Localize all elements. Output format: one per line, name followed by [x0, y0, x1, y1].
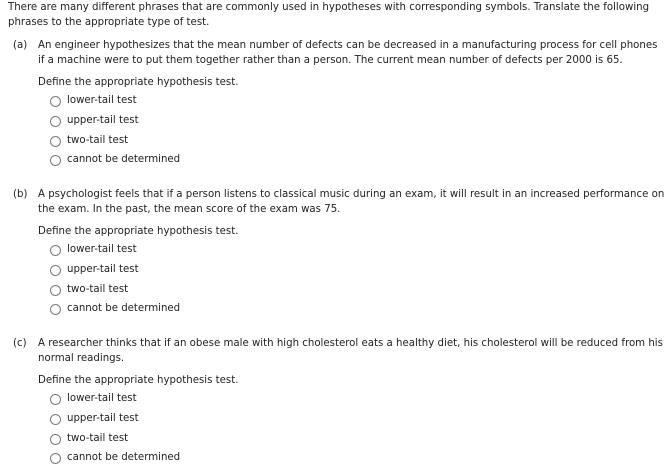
option-c-lower-tail[interactable]	[50, 391, 137, 407]
option-c-cannot-be-determined[interactable]	[50, 450, 180, 466]
question-b-letter: (b)	[13, 189, 28, 200]
question-b-text: A psychologist feels that if a person listens to classical music during an exam, it will result in an increased performance on the exam. In the past, the mean score of the exam was 75.	[38, 189, 665, 215]
radio-button[interactable]	[50, 155, 61, 166]
radio-button[interactable]	[50, 245, 61, 256]
radio-button[interactable]	[50, 414, 61, 425]
question-a-letter: (a)	[13, 40, 28, 51]
option-label: cannot be determined	[67, 303, 181, 314]
option-label: cannot be determined	[67, 452, 181, 463]
option-b-upper-tail[interactable]	[50, 262, 139, 278]
option-a-upper-tail[interactable]	[50, 113, 139, 129]
option-b-cannot-be-determined[interactable]	[50, 301, 180, 317]
question-b-prompt: Define the appropriate hypothesis test.	[38, 226, 239, 237]
option-label: upper-tail test	[67, 264, 139, 275]
radio-button[interactable]	[50, 394, 61, 405]
option-label: upper-tail test	[67, 115, 139, 126]
radio-button[interactable]	[50, 136, 61, 147]
radio-button[interactable]	[50, 434, 61, 445]
radio-button[interactable]	[50, 116, 61, 127]
option-label: cannot be determined	[67, 154, 181, 165]
option-c-two-tail[interactable]	[50, 431, 128, 447]
radio-button[interactable]	[50, 265, 61, 276]
question-a-prompt: Define the appropriate hypothesis test.	[38, 77, 239, 88]
radio-button[interactable]	[50, 96, 61, 107]
instructions-text: There are many different phrases that are commonly used in hypotheses with corresponding symbols. Translate the following phrases to the appropriate type of test.	[8, 2, 650, 28]
option-a-lower-tail[interactable]	[50, 93, 137, 109]
question-c-letter: (c)	[13, 338, 27, 349]
option-label: two-tail test	[67, 284, 129, 295]
question-c-prompt: Define the appropriate hypothesis test.	[38, 375, 239, 386]
question-a-text: An engineer hypothesizes that the mean number of defects can be decreased in a manufacturing process for cell phones if a machine were to put them together rather than a person. The current mean number of defects per 2000 is 65.	[38, 40, 658, 66]
option-a-two-tail[interactable]	[50, 133, 128, 149]
option-label: lower-tail test	[67, 393, 137, 404]
option-a-cannot-be-determined[interactable]	[50, 152, 180, 168]
option-b-lower-tail[interactable]	[50, 242, 137, 258]
option-label: two-tail test	[67, 433, 129, 444]
radio-button[interactable]	[50, 453, 61, 464]
option-label: lower-tail test	[67, 95, 137, 106]
option-b-two-tail[interactable]	[50, 282, 128, 298]
option-label: lower-tail test	[67, 244, 137, 255]
question-c-text: A researcher thinks that if an obese male with high cholesterol eats a healthy diet, his cholesterol will be reduced from his normal readings.	[38, 338, 663, 364]
option-label: two-tail test	[67, 135, 129, 146]
option-c-upper-tail[interactable]	[50, 411, 139, 427]
radio-button[interactable]	[50, 304, 61, 315]
option-label: upper-tail test	[67, 413, 139, 424]
radio-button[interactable]	[50, 285, 61, 296]
